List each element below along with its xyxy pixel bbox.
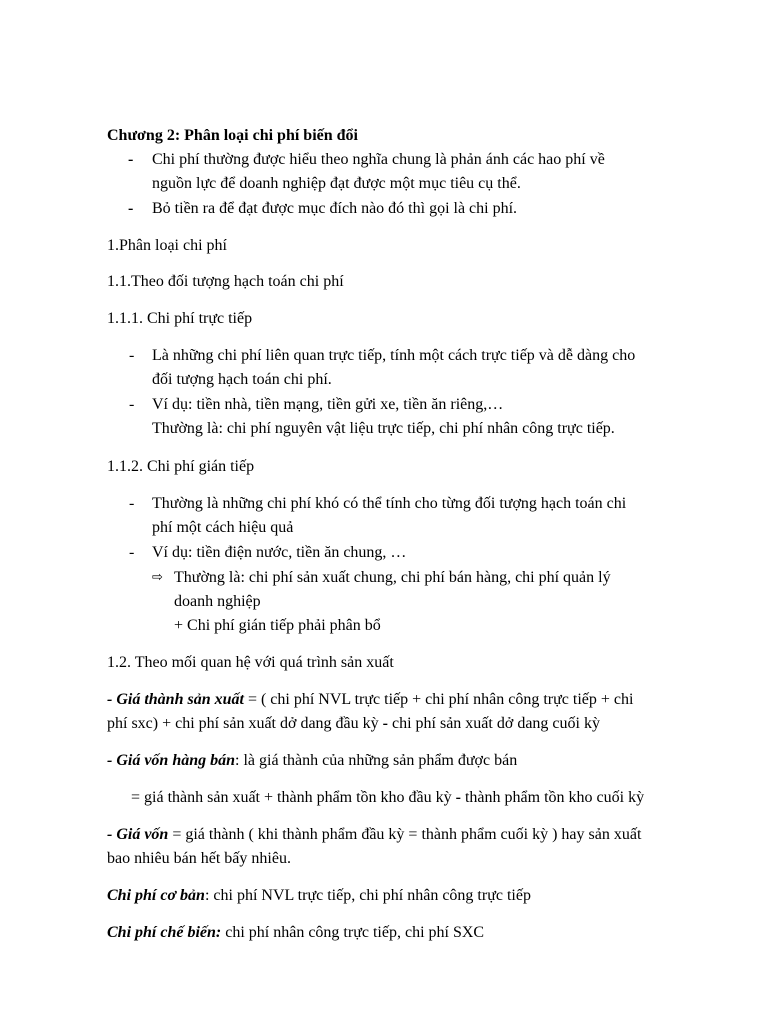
chi-phi-co-ban-term: Chi phí cơ bản <box>107 887 205 904</box>
intro-bullet-1-line-2: nguồn lực để doanh nghiệp đạt được một mục tiêu cụ thể. <box>152 175 521 192</box>
bullet-dash: - <box>128 200 134 217</box>
bullet-dash: - <box>129 347 135 364</box>
gia-von-definition: = giá thành ( khi thành phẩm đầu kỳ = thành phẩm cuối kỳ ) hay sản xuất <box>168 826 642 843</box>
indirect-plus-line: + Chi phí gián tiếp phải phân bổ <box>174 617 381 634</box>
heading-1: 1.Phân loại chi phí <box>107 237 227 254</box>
gia-von-hang-ban-term: - Giá vốn hàng bán <box>107 752 236 769</box>
gia-von-hang-ban-definition: : là giá thành của những sản phẩm được bán <box>235 752 518 769</box>
gia-von-line-1 <box>107 824 641 846</box>
gia-von-hang-ban-line <box>107 750 517 772</box>
indirect-arrow-line-2: doanh nghiệp <box>174 593 261 610</box>
bullet-dash: - <box>129 495 135 512</box>
intro-bullet-1-line-1: Chi phí thường được hiểu theo nghĩa chung là phản ánh các hao phí về <box>152 151 605 168</box>
chi-phi-che-bien-term: Chi phí chế biến: <box>107 924 222 941</box>
direct-bullet-1-line-1: Là những chi phí liên quan trực tiếp, tính một cách trực tiếp và dễ dàng cho <box>152 347 636 364</box>
bullet-dash: - <box>129 544 135 561</box>
gia-von-hang-ban-formula <box>131 787 644 809</box>
heading-1-1-2: 1.1.2. Chi phí gián tiếp <box>107 458 255 475</box>
gia-von-line-2: bao nhiêu bán hết bấy nhiêu. <box>107 850 291 867</box>
gia-thanh-term: - Giá thành sản xuất <box>107 691 244 708</box>
chi-phi-co-ban-line <box>107 885 531 907</box>
direct-bullet-2: Ví dụ: tiền nhà, tiền mạng, tiền gửi xe, tiền ăn riêng,… <box>152 396 504 413</box>
chi-phi-co-ban-definition: : chi phí NVL trực tiếp, chi phí nhân công trực tiếp <box>204 887 531 904</box>
direct-bullet-1-line-2: đối tượng hạch toán chi phí. <box>152 371 332 388</box>
gia-thanh-line-1 <box>107 689 633 711</box>
intro-bullet-2: Bỏ tiền ra để đạt được mục đích nào đó thì gọi là chi phí. <box>152 200 518 217</box>
indirect-arrow-line-1: Thường là: chi phí sản xuất chung, chi phí bán hàng, chi phí quản lý <box>174 569 611 586</box>
gia-von-term: - Giá vốn <box>107 826 169 843</box>
gia-thanh-line-2 <box>107 713 600 735</box>
gia-thanh-formula-cont: phí sxc) + chi phí sản xuất dở dang đầu kỳ <box>107 715 383 732</box>
indirect-bullet-1-line-1: Thường là những chi phí khó có thể tính cho từng đối tượng hạch toán chi <box>152 495 627 512</box>
gia-thanh-formula-end: chi phí sản xuất dở dang cuối kỳ <box>387 715 600 732</box>
arrow-icon: ⇨ <box>152 570 163 585</box>
indirect-bullet-2: Ví dụ: tiền điện nước, tiền ăn chung, … <box>152 544 407 561</box>
chapter-title: Chương 2: Phân loại chi phí biến đổi <box>107 127 358 144</box>
direct-note: Thường là: chi phí nguyên vật liệu trực tiếp, chi phí nhân công trực tiếp. <box>152 420 615 437</box>
chi-phi-che-bien-line <box>107 922 484 944</box>
formula-part: thành phẩm tồn kho cuối kỳ <box>460 789 645 806</box>
gia-thanh-formula: = ( chi phí NVL trực tiếp + chi phí nhân công trực tiếp + chi <box>243 691 634 708</box>
heading-1-1: 1.1.Theo đối tượng hạch toán chi phí <box>107 273 344 290</box>
bullet-dash: - <box>128 151 134 168</box>
minus-sign: - <box>455 789 461 806</box>
chi-phi-che-bien-definition: chi phí nhân công trực tiếp, chi phí SXC <box>221 924 485 941</box>
minus-sign: - <box>382 715 388 732</box>
indirect-bullet-1-line-2: phí một cách hiệu quả <box>152 519 294 536</box>
bullet-dash: - <box>129 396 135 413</box>
heading-1-1-1: 1.1.1. Chi phí trực tiếp <box>107 310 253 327</box>
formula-part: = giá thành sản xuất + thành phẩm tồn kho đầu kỳ <box>131 789 456 806</box>
heading-1-2: 1.2. Theo mối quan hệ với quá trình sản xuất <box>107 654 394 671</box>
